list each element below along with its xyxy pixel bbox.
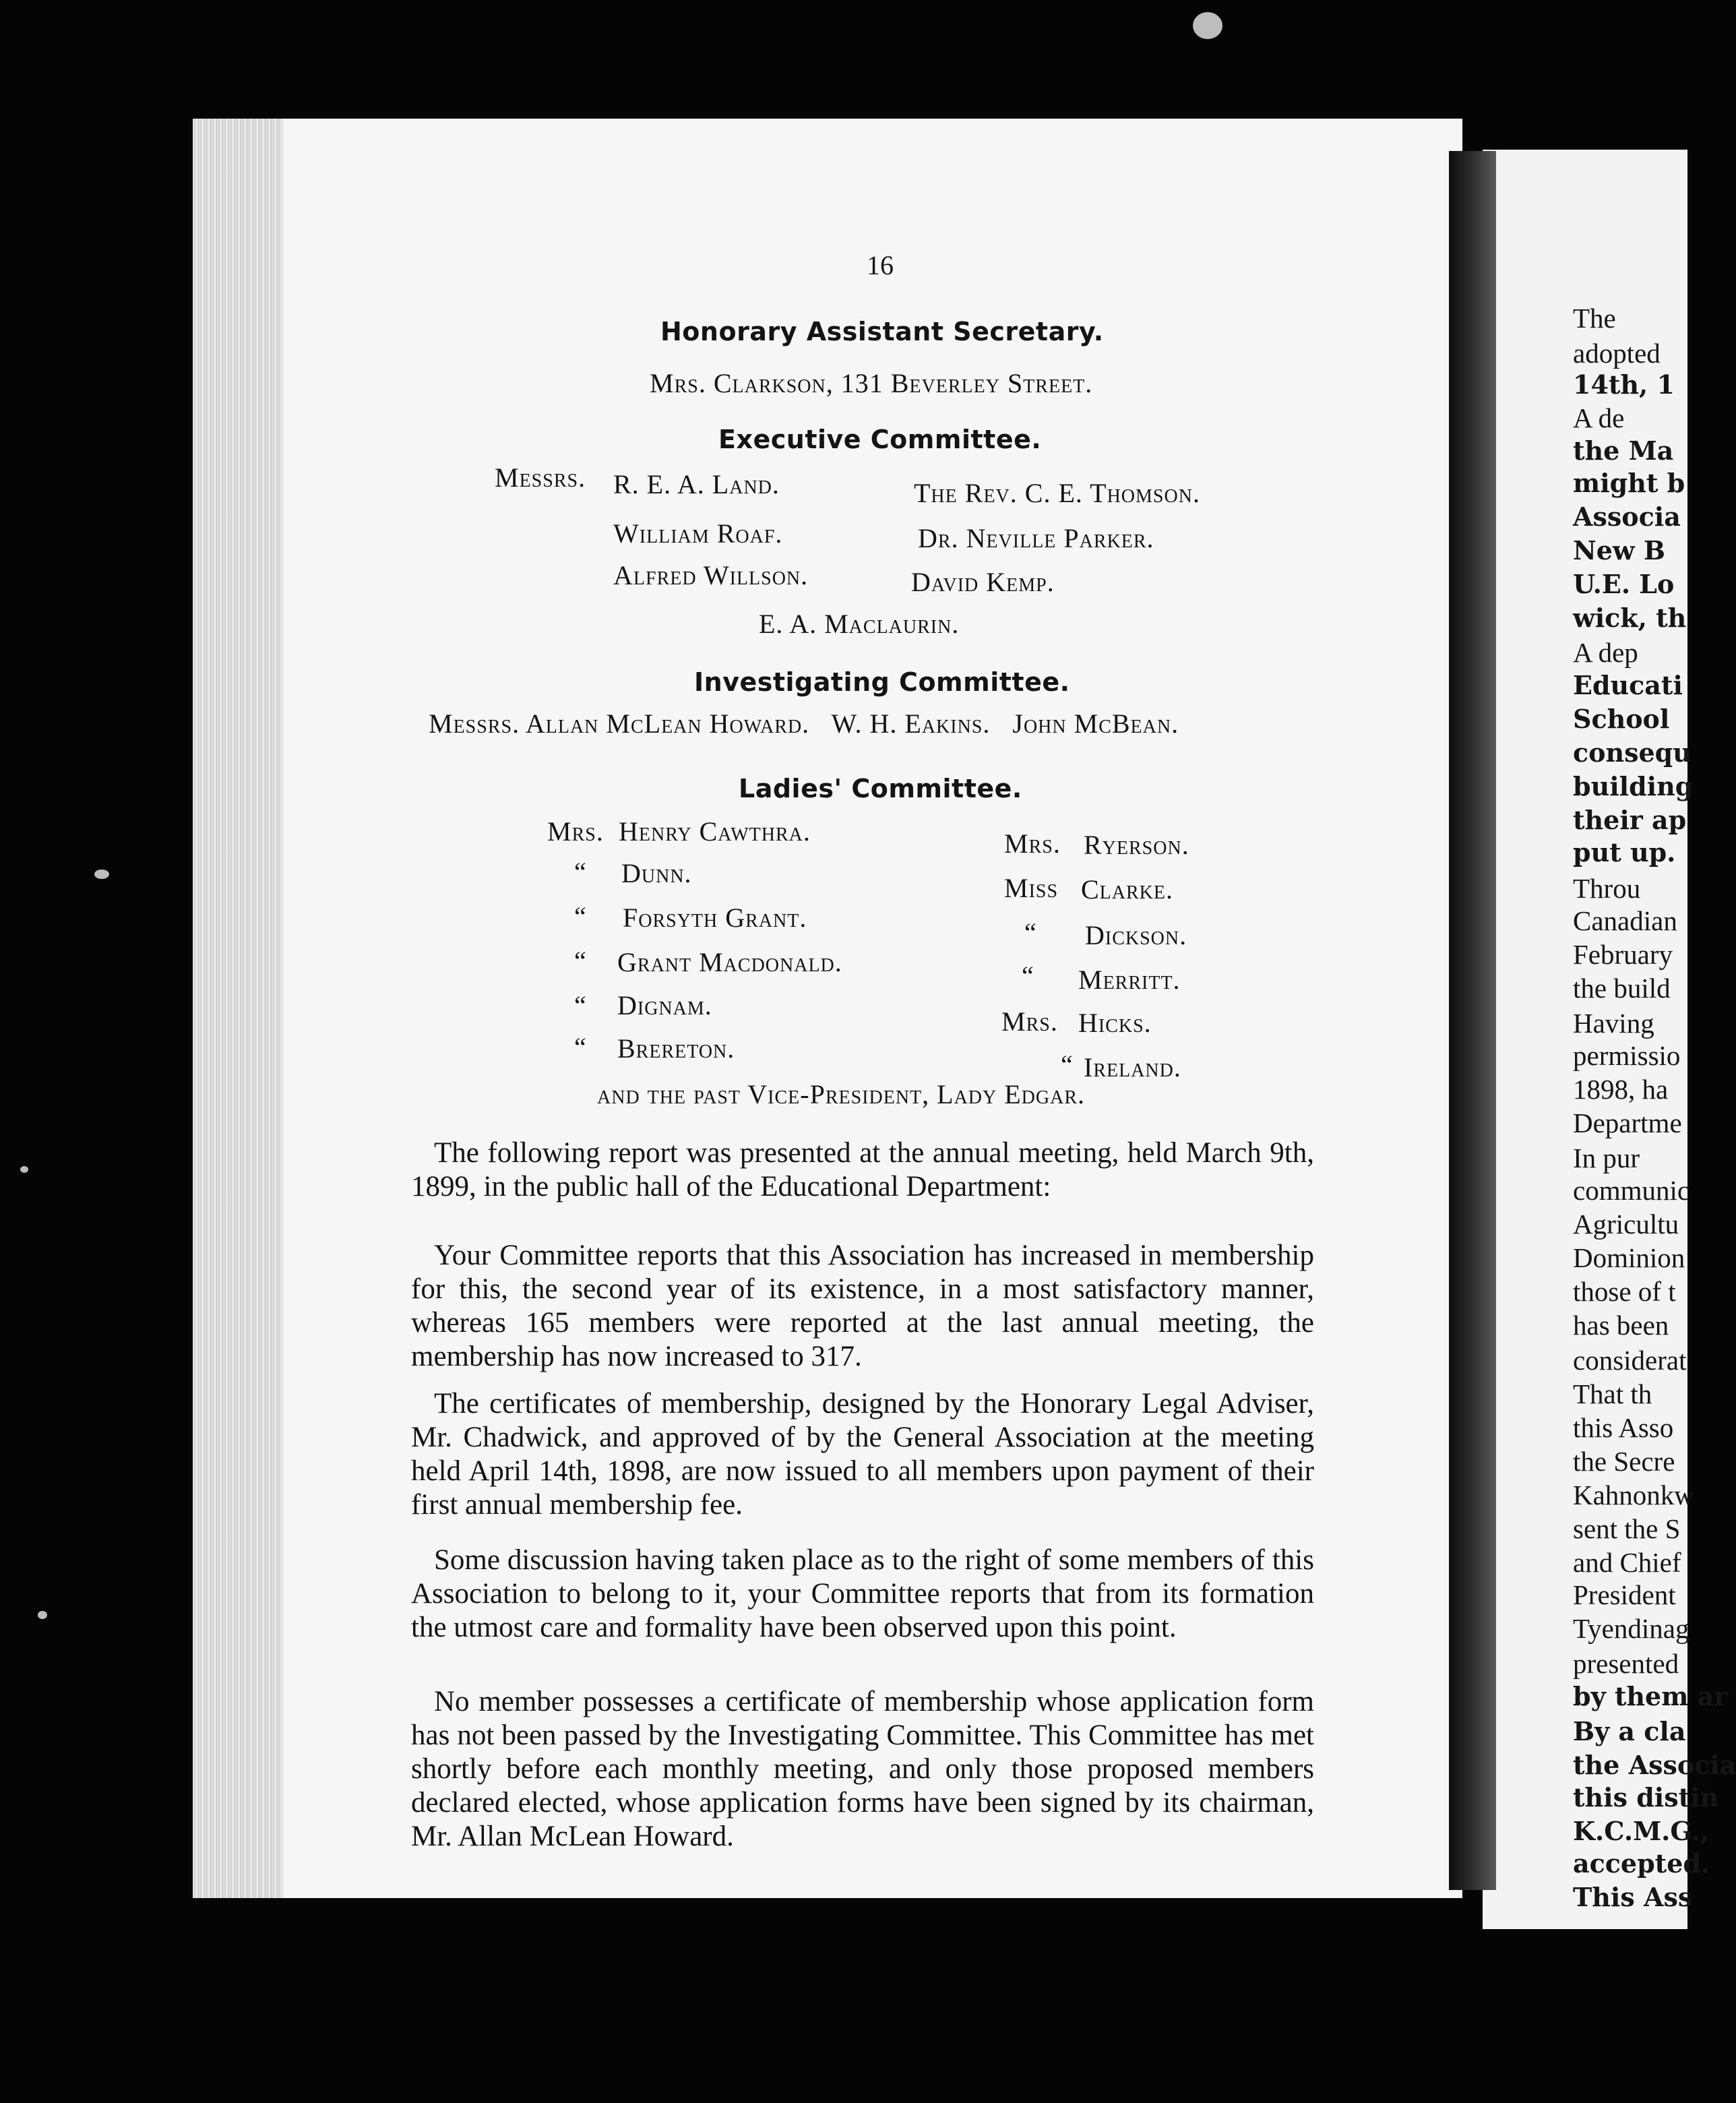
- ladies-member: Forsyth Grant.: [623, 903, 807, 933]
- dust-speck: [1193, 12, 1222, 39]
- investigating-members: Messrs. Allan McLean Howard. W. H. Eakins. John McBean.: [429, 708, 1179, 739]
- right-page-line: The: [1573, 303, 1616, 334]
- right-page-line: New B: [1573, 535, 1665, 566]
- ladies-title: Mrs.: [1004, 828, 1061, 859]
- dust-speck: [94, 870, 109, 879]
- ladies-title: “: [1022, 961, 1034, 991]
- ladies-closing-line: and the past Vice-President, Lady Edgar.: [597, 1079, 1086, 1109]
- ladies-member: Dickson.: [1085, 920, 1187, 950]
- executive-member: William Roaf.: [613, 518, 783, 549]
- right-page-line: the Secre: [1573, 1446, 1675, 1477]
- executive-member: E. A. Maclaurin.: [759, 609, 960, 639]
- executive-member: R. E. A. Land.: [613, 469, 780, 499]
- right-page-line: considerat: [1573, 1345, 1687, 1376]
- ladies-title: “: [574, 990, 587, 1020]
- executive-member: Dr. Neville Parker.: [918, 523, 1154, 553]
- assistant-secretary-heading: Honorary Assistant Secretary.: [660, 317, 1104, 346]
- book-gutter: [1449, 151, 1496, 1890]
- ladies-title: “: [1024, 917, 1037, 948]
- right-page-line: sent the S: [1573, 1513, 1681, 1544]
- report-paragraph: Your Committee reports that this Association has increased in membership for this, the second year of its existence, in a most satisfactory manner, whereas 165 members were reported at the last annual meeting, the membership has now increased to 317.: [411, 1240, 1314, 1372]
- right-page-line: K.C.M.G.,: [1573, 1816, 1709, 1846]
- right-page-line: this distin: [1573, 1782, 1719, 1812]
- right-page-line: Canadian: [1573, 905, 1677, 936]
- right-page-line: accepted.: [1573, 1848, 1710, 1879]
- right-page-line: and Chief: [1573, 1547, 1681, 1578]
- ladies-member: Henry Cawthra.: [619, 816, 811, 847]
- ladies-title: “: [574, 946, 587, 976]
- right-page-line: communic: [1573, 1175, 1690, 1206]
- right-page-line: presented: [1573, 1648, 1679, 1679]
- right-page-line: consequ: [1573, 737, 1692, 768]
- report-paragraph: Some discussion having taken place as to the right of some members of this Association to belong to it, your Committee reports that from its formation the utmost care and formality have been observed upon this point.: [411, 1544, 1314, 1643]
- ladies-member: Grant Macdonald.: [617, 947, 842, 977]
- right-page-line: 1898, ha: [1573, 1074, 1669, 1105]
- ladies-title: Mrs.: [1001, 1006, 1058, 1037]
- right-page-line: President: [1573, 1579, 1676, 1610]
- right-page-line: Dominion: [1573, 1242, 1685, 1273]
- report-paragraph: No member possesses a certificate of membership whose application form has not been passed by the Investigating Committee. This Committee has met shortly before each monthly meeting, and only those proposed members declared elected, whose application forms have been signed by its chairman, Mr. Allan McLean Howard.: [411, 1686, 1314, 1852]
- executive-member: The Rev. C. E. Thomson.: [914, 478, 1200, 508]
- ladies-title: “: [574, 901, 587, 932]
- report-paragraph: The following report was presented at the annual meeting, held March 9th, 1899, in the public hall of the Educational Department:: [411, 1137, 1314, 1202]
- right-page-line: the Ma: [1573, 435, 1674, 466]
- right-page-line: has been: [1573, 1310, 1669, 1341]
- right-page-line: permissio: [1573, 1040, 1681, 1071]
- right-page-line: A de: [1573, 402, 1625, 433]
- report-paragraph: The certificates of membership, designed by the Honorary Legal Adviser, Mr. Chadwick, and approved of by the General Association at the meeting held April 14th, 1898, are now issued to all members upon payment of their first annual membership fee.: [411, 1388, 1314, 1521]
- ladies-title: Miss: [1004, 873, 1059, 903]
- ladies-member: Dignam.: [617, 990, 712, 1020]
- ladies-member: Ryerson.: [1084, 830, 1189, 860]
- assistant-secretary-name: Mrs. Clarkson, 131 Beverley Street.: [650, 368, 1093, 398]
- right-page-line: might b: [1573, 468, 1685, 498]
- right-page-line: Educati: [1573, 670, 1683, 700]
- ladies-title: Mrs.: [547, 816, 604, 847]
- executive-prefix: Messrs.: [495, 462, 586, 493]
- executive-member: David Kemp.: [911, 567, 1055, 597]
- ladies-member: Merritt.: [1078, 965, 1181, 995]
- executive-committee-heading: Executive Committee.: [718, 425, 1042, 454]
- executive-member: Alfred Willson.: [613, 560, 809, 590]
- right-page-line: their ap: [1573, 805, 1687, 835]
- right-page-line: School: [1573, 704, 1670, 734]
- right-page-line: adopted: [1573, 338, 1661, 369]
- right-page-line: Tyendinag: [1573, 1613, 1690, 1644]
- right-page-line: In pur: [1573, 1142, 1640, 1174]
- right-page-line: building: [1573, 771, 1694, 801]
- right-page-line: Throu: [1573, 873, 1641, 904]
- right-page-line: Associa: [1573, 501, 1681, 532]
- ladies-committee-heading: Ladies' Committee.: [739, 774, 1022, 803]
- right-page-line: This Ass: [1573, 1882, 1693, 1912]
- right-page-line: A dep: [1573, 637, 1638, 668]
- right-page-line: this Asso: [1573, 1412, 1674, 1443]
- ladies-title: “: [574, 1032, 587, 1062]
- right-page-line: February: [1573, 939, 1673, 970]
- right-page-line: those of t: [1573, 1276, 1676, 1307]
- page-edges: [193, 119, 294, 1898]
- right-page-line: That th: [1573, 1378, 1652, 1409]
- right-page-line: By a cla: [1573, 1716, 1686, 1746]
- right-page-line: the build: [1573, 973, 1671, 1004]
- ladies-member: Dunn.: [621, 858, 692, 888]
- right-page-line: 14th, 1: [1573, 369, 1675, 400]
- ladies-member: Brereton.: [617, 1033, 735, 1064]
- right-page-line: Agricultu: [1573, 1209, 1679, 1240]
- right-page-line: wick, th: [1573, 603, 1687, 633]
- page-number: 16: [867, 250, 894, 280]
- right-page-line: the Associa: [1573, 1750, 1736, 1780]
- ladies-member: Hicks.: [1078, 1008, 1152, 1038]
- right-page-line: put up.: [1573, 837, 1676, 867]
- dust-speck: [20, 1166, 28, 1173]
- ladies-title: “: [1061, 1049, 1074, 1080]
- right-page-line: Having: [1573, 1008, 1654, 1039]
- ladies-title: “: [574, 857, 587, 887]
- right-page-line: Departme: [1573, 1107, 1682, 1138]
- investigating-committee-heading: Investigating Committee.: [694, 667, 1070, 697]
- ladies-member: Ireland.: [1084, 1052, 1181, 1083]
- right-page-line: by them ar: [1573, 1681, 1728, 1711]
- right-page-line: U.E. Lo: [1573, 569, 1675, 599]
- ladies-member: Clarke.: [1081, 874, 1174, 905]
- dust-speck: [38, 1611, 47, 1619]
- right-page-line: Kahnonkw: [1573, 1480, 1694, 1511]
